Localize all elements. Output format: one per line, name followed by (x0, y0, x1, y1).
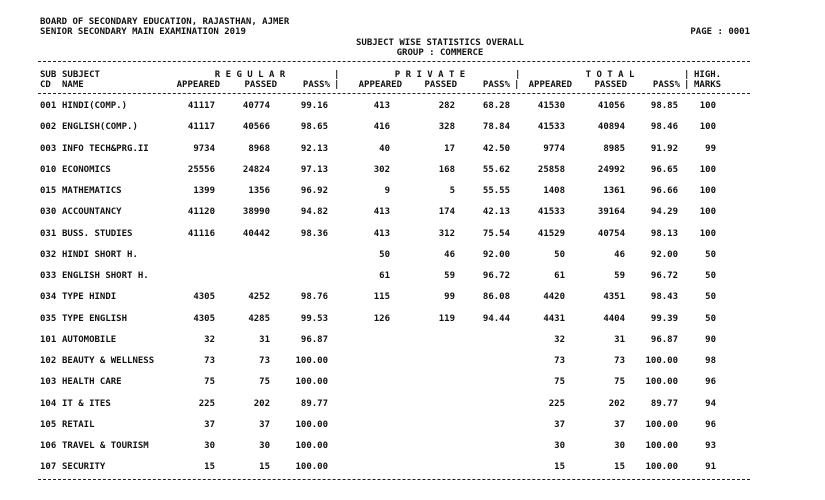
total-passed: 24992 (597, 165, 625, 175)
regular-appeared: 225 (198, 399, 215, 409)
col-r-pass-pct: PASS% (302, 80, 330, 90)
total-appeared: 25858 (537, 165, 565, 175)
highest-marks: 100 (699, 229, 716, 239)
total-passed: 8985 (603, 144, 625, 154)
highest-marks: 91 (705, 462, 716, 472)
private-passed: 174 (438, 207, 455, 217)
col-r-appeared: APPEARED (176, 80, 220, 90)
regular-passed: 4252 (248, 292, 270, 302)
total-pass-pct: 92.00 (650, 250, 678, 260)
highest-marks: 50 (705, 314, 716, 324)
exam-name: SENIOR SECONDARY MAIN EXAMINATION 2019 (40, 27, 246, 37)
bottom-rule (38, 479, 750, 480)
regular-passed: 38990 (242, 207, 270, 217)
highest-marks: 93 (705, 441, 716, 451)
highest-marks: 99 (705, 144, 716, 154)
private-passed: 312 (438, 229, 455, 239)
private-appeared: 40 (379, 144, 390, 154)
private-appeared: 413 (373, 101, 390, 111)
regular-pass-pct: 98.76 (300, 292, 328, 302)
total-pass-pct: 100.00 (645, 420, 678, 430)
regular-passed: 40442 (242, 229, 270, 239)
regular-appeared: 4305 (193, 292, 215, 302)
col-regular: R E G U L A R (214, 70, 286, 80)
subject-code: 002 (40, 122, 57, 132)
col-t-passed: PASSED (594, 80, 627, 90)
subject-code: 003 (40, 144, 57, 154)
subject-name: TYPE ENGLISH (62, 314, 128, 324)
highest-marks: 100 (699, 207, 716, 217)
total-passed: 41056 (597, 101, 625, 111)
total-passed: 31 (614, 335, 625, 345)
private-appeared: 9 (384, 186, 390, 196)
col-private: P R I V A T E (394, 70, 466, 80)
regular-pass-pct: 96.87 (300, 335, 328, 345)
subject-code: 033 (40, 271, 57, 281)
total-appeared: 75 (554, 377, 565, 387)
total-passed: 4351 (603, 292, 625, 302)
col-t-appeared: APPEARED (528, 80, 572, 90)
col-sep: | (684, 70, 690, 80)
total-appeared: 1408 (543, 186, 565, 196)
col-p-passed: PASSED (424, 80, 457, 90)
col-total: T O T A L (585, 70, 635, 80)
regular-appeared: 41120 (187, 207, 215, 217)
total-pass-pct: 91.92 (650, 144, 678, 154)
regular-appeared: 1399 (193, 186, 215, 196)
regular-pass-pct: 100.00 (295, 420, 328, 430)
subject-code: 102 (40, 356, 57, 366)
col-sep: | (334, 80, 340, 90)
subject-code: 106 (40, 441, 57, 451)
total-passed: 40754 (597, 229, 625, 239)
total-appeared: 41529 (537, 229, 565, 239)
total-passed: 59 (614, 271, 625, 281)
private-passed: 99 (444, 292, 455, 302)
total-pass-pct: 99.39 (650, 314, 678, 324)
total-appeared: 225 (548, 399, 565, 409)
col-sep: | (515, 70, 521, 80)
regular-passed: 1356 (248, 186, 270, 196)
subject-name: BUSS. STUDIES (62, 229, 133, 239)
regular-passed: 202 (253, 399, 270, 409)
private-passed: 59 (444, 271, 455, 281)
highest-marks: 94 (705, 399, 716, 409)
private-pass-pct: 94.44 (482, 314, 510, 324)
subject-name: MATHEMATICS (62, 186, 122, 196)
total-pass-pct: 100.00 (645, 377, 678, 387)
subject-code: 103 (40, 377, 57, 387)
subject-name: TRAVEL & TOURISM (62, 441, 149, 451)
highest-marks: 50 (705, 271, 716, 281)
highest-marks: 98 (705, 356, 716, 366)
regular-passed: 8968 (248, 144, 270, 154)
regular-appeared: 41116 (187, 229, 215, 239)
private-pass-pct: 96.72 (482, 271, 510, 281)
subject-name: ENGLISH(COMP.) (62, 122, 138, 132)
regular-appeared: 9734 (193, 144, 215, 154)
private-passed: 282 (438, 101, 455, 111)
subject-name: RETAIL (62, 420, 95, 430)
regular-appeared: 75 (204, 377, 215, 387)
regular-passed: 73 (259, 356, 270, 366)
col-subject: SUBJECT (62, 70, 100, 80)
total-appeared: 37 (554, 420, 565, 430)
total-pass-pct: 98.43 (650, 292, 678, 302)
private-passed: 17 (444, 144, 455, 154)
col-t-pass-pct: PASS% (652, 80, 680, 90)
private-pass-pct: 42.13 (482, 207, 510, 217)
regular-passed: 15 (259, 462, 270, 472)
subject-code: 104 (40, 399, 57, 409)
total-pass-pct: 98.46 (650, 122, 678, 132)
private-passed: 168 (438, 165, 455, 175)
subject-name: IT & ITES (62, 399, 111, 409)
col-marks: MARKS (694, 80, 722, 90)
top-rule (38, 61, 750, 62)
regular-pass-pct: 100.00 (295, 377, 328, 387)
private-passed: 328 (438, 122, 455, 132)
regular-appeared: 25556 (187, 165, 215, 175)
regular-pass-pct: 100.00 (295, 441, 328, 451)
col-r-passed: PASSED (244, 80, 277, 90)
total-appeared: 73 (554, 356, 565, 366)
total-passed: 40894 (597, 122, 625, 132)
highest-marks: 90 (705, 335, 716, 345)
regular-pass-pct: 98.36 (300, 229, 328, 239)
subject-name: ACCOUNTANCY (62, 207, 122, 217)
regular-pass-pct: 98.65 (300, 122, 328, 132)
col-high: HIGH. (694, 70, 722, 80)
private-appeared: 50 (379, 250, 390, 260)
subject-code: 015 (40, 186, 57, 196)
total-appeared: 30 (554, 441, 565, 451)
total-pass-pct: 100.00 (645, 441, 678, 451)
regular-pass-pct: 99.16 (300, 101, 328, 111)
regular-passed: 40566 (242, 122, 270, 132)
subject-code: 105 (40, 420, 57, 430)
total-passed: 202 (608, 399, 625, 409)
total-appeared: 15 (554, 462, 565, 472)
subject-name: ENGLISH SHORT H. (62, 271, 149, 281)
regular-appeared: 30 (204, 441, 215, 451)
private-appeared: 61 (379, 271, 390, 281)
col-sep: | (334, 70, 340, 80)
regular-appeared: 41117 (187, 122, 215, 132)
group-label: GROUP : COMMERCE (396, 48, 484, 58)
regular-passed: 4285 (248, 314, 270, 324)
col-sep: | (684, 80, 690, 90)
subject-name: HINDI SHORT H. (62, 250, 138, 260)
total-passed: 37 (614, 420, 625, 430)
total-pass-pct: 96.66 (650, 186, 678, 196)
regular-appeared: 4305 (193, 314, 215, 324)
regular-passed: 40774 (242, 101, 270, 111)
regular-passed: 37 (259, 420, 270, 430)
col-sub: SUB (40, 70, 57, 80)
total-pass-pct: 96.65 (650, 165, 678, 175)
total-appeared: 50 (554, 250, 565, 260)
subject-code: 032 (40, 250, 57, 260)
private-pass-pct: 42.50 (482, 144, 510, 154)
private-pass-pct: 86.08 (482, 292, 510, 302)
col-p-pass-pct: PASS% (482, 80, 510, 90)
col-p-appeared: APPEARED (358, 80, 402, 90)
highest-marks: 100 (699, 101, 716, 111)
highest-marks: 50 (705, 250, 716, 260)
total-passed: 46 (614, 250, 625, 260)
regular-passed: 75 (259, 377, 270, 387)
regular-pass-pct: 94.82 (300, 207, 328, 217)
highest-marks: 50 (705, 292, 716, 302)
total-pass-pct: 100.00 (645, 356, 678, 366)
regular-appeared: 15 (204, 462, 215, 472)
total-appeared: 41533 (537, 122, 565, 132)
private-appeared: 416 (373, 122, 390, 132)
highest-marks: 100 (699, 122, 716, 132)
regular-pass-pct: 100.00 (295, 462, 328, 472)
total-appeared: 9774 (543, 144, 565, 154)
regular-passed: 24824 (242, 165, 270, 175)
highest-marks: 100 (699, 186, 716, 196)
regular-passed: 31 (259, 335, 270, 345)
subject-name: AUTOMOBILE (62, 335, 117, 345)
total-appeared: 61 (554, 271, 565, 281)
total-passed: 75 (614, 377, 625, 387)
subject-name: SECURITY (62, 462, 106, 472)
total-appeared: 41533 (537, 207, 565, 217)
subject-code: 010 (40, 165, 57, 175)
subject-name: HINDI(COMP.) (62, 101, 128, 111)
total-passed: 73 (614, 356, 625, 366)
subject-name: ECONOMICS (62, 165, 111, 175)
subject-code: 034 (40, 292, 57, 302)
total-pass-pct: 98.13 (650, 229, 678, 239)
total-passed: 15 (614, 462, 625, 472)
subject-name: HEALTH CARE (62, 377, 122, 387)
subject-code: 030 (40, 207, 57, 217)
header-rule (38, 93, 750, 94)
regular-pass-pct: 97.13 (300, 165, 328, 175)
private-passed: 46 (444, 250, 455, 260)
regular-appeared: 73 (204, 356, 215, 366)
highest-marks: 96 (705, 420, 716, 430)
highest-marks: 100 (699, 165, 716, 175)
total-pass-pct: 98.85 (650, 101, 678, 111)
private-pass-pct: 55.62 (482, 165, 510, 175)
regular-pass-pct: 100.00 (295, 356, 328, 366)
subject-code: 031 (40, 229, 57, 239)
private-appeared: 126 (373, 314, 390, 324)
subject-code: 101 (40, 335, 57, 345)
total-appeared: 4431 (543, 314, 565, 324)
total-pass-pct: 96.87 (650, 335, 678, 345)
total-appeared: 41530 (537, 101, 565, 111)
private-pass-pct: 78.84 (482, 122, 510, 132)
total-passed: 30 (614, 441, 625, 451)
regular-passed: 30 (259, 441, 270, 451)
private-appeared: 413 (373, 229, 390, 239)
total-pass-pct: 100.00 (645, 462, 678, 472)
private-passed: 5 (449, 186, 455, 196)
private-passed: 119 (438, 314, 455, 324)
private-appeared: 115 (373, 292, 390, 302)
subject-code: 035 (40, 314, 57, 324)
private-appeared: 302 (373, 165, 390, 175)
report-title: SUBJECT WISE STATISTICS OVERALL (356, 38, 524, 48)
col-sep: | (514, 80, 520, 90)
subject-name: BEAUTY & WELLNESS (62, 356, 155, 366)
total-pass-pct: 89.77 (650, 399, 678, 409)
regular-pass-pct: 96.92 (300, 186, 328, 196)
col-cd: CD (40, 80, 51, 90)
total-appeared: 4420 (543, 292, 565, 302)
private-pass-pct: 68.28 (482, 101, 510, 111)
total-passed: 1361 (603, 186, 625, 196)
subject-code: 107 (40, 462, 57, 472)
subject-name: INFO TECH&PRG.II (62, 144, 149, 154)
board-name: BOARD OF SECONDARY EDUCATION, RAJASTHAN, AJMER (40, 17, 290, 27)
total-pass-pct: 96.72 (650, 271, 678, 281)
regular-appeared: 41117 (187, 101, 215, 111)
subject-code: 001 (40, 101, 57, 111)
total-passed: 4404 (603, 314, 625, 324)
regular-pass-pct: 89.77 (300, 399, 328, 409)
total-pass-pct: 94.29 (650, 207, 678, 217)
regular-pass-pct: 99.53 (300, 314, 328, 324)
private-pass-pct: 75.54 (482, 229, 510, 239)
regular-pass-pct: 92.13 (300, 144, 328, 154)
private-appeared: 413 (373, 207, 390, 217)
regular-appeared: 32 (204, 335, 215, 345)
total-passed: 39164 (597, 207, 625, 217)
subject-name: TYPE HINDI (62, 292, 117, 302)
private-pass-pct: 92.00 (482, 250, 510, 260)
total-appeared: 32 (554, 335, 565, 345)
col-name: NAME (62, 80, 84, 90)
page-number: PAGE : 0001 (690, 27, 750, 37)
regular-appeared: 37 (204, 420, 215, 430)
highest-marks: 96 (705, 377, 716, 387)
private-pass-pct: 55.55 (482, 186, 510, 196)
